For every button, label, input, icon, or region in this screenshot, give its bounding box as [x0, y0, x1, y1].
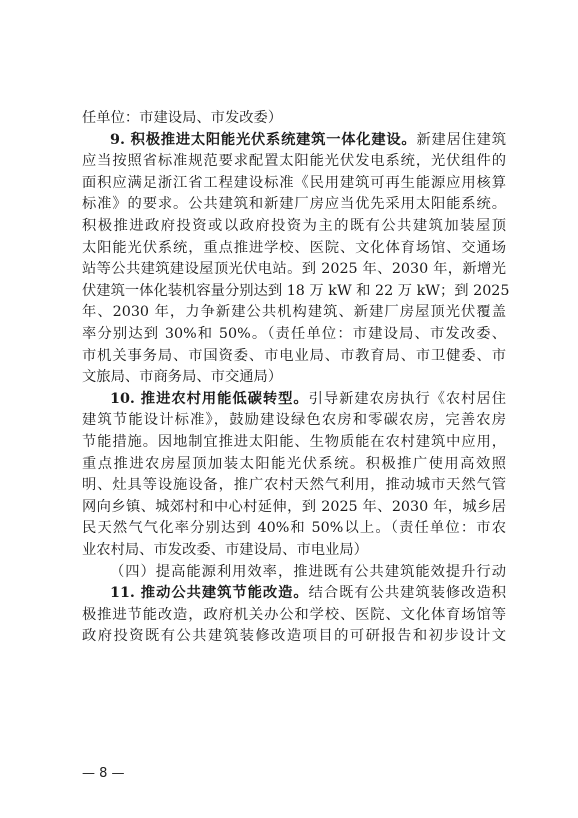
line-text: 应当按照省标准规范要求配置太阳能光伏发电系统，光伏组件的 — [82, 153, 506, 170]
line-text: 积极推进政府投资或以政府投资为主的既有公共建筑加装屋顶 — [82, 218, 506, 234]
body-text-line — [82, 541, 506, 559]
line-text: 引导新建农房执行《农村居住 — [308, 390, 506, 407]
body-text-line — [82, 347, 506, 365]
body-text-line — [82, 152, 506, 170]
line-text: 任单位：市建设局、市发改委） — [82, 110, 283, 126]
line-text: 民天然气气化率分别达到 40%和 50%以上。（责任单位：市农 — [82, 520, 506, 537]
line-text: 新建居住建筑 — [416, 131, 506, 148]
line-text: 政府投资既有公共建筑装修改造项目的可研报告和初步设计文 — [82, 628, 506, 645]
line-text: 明、灶具等设施设备，推广农村天然气利用，推动城市天然气管 — [82, 477, 506, 494]
page-number: — 8 — — [82, 766, 125, 781]
line-text: 面积应满足浙江省工程建设标准《民用建筑可再生能源应用核算 — [82, 174, 506, 191]
body-text-line — [82, 174, 506, 192]
line-text: 极推进节能改造，政府机关办公和学校、医院、文化体育场馆等 — [82, 606, 506, 623]
body-text-line — [82, 433, 506, 451]
line-text: 率分别达到 30%和 50%。（责任单位：市建设局、市发改委、 — [82, 326, 506, 342]
body-text-line — [82, 195, 506, 213]
line-text: 建筑节能设计标准》，鼓励建设绿色农房和零碳农房，完善农房 — [82, 412, 506, 429]
body-text-line — [82, 498, 506, 516]
body-text-line — [82, 217, 506, 235]
body-text-line — [82, 455, 506, 473]
clause-heading-line — [110, 584, 506, 602]
line-text: 业农村局、市发改委、市建设局、市电业局） — [82, 542, 368, 558]
body-text-line — [82, 476, 506, 494]
body-text-line — [82, 606, 506, 624]
section-heading — [110, 563, 506, 581]
line-text: 网向乡镇、城郊村和中心村延伸，到 2025 年、2030 年，城乡居 — [82, 498, 506, 515]
line-text: 站等公共建筑建设屋顶光伏电站。到 2025 年、2030 年，新增光 — [82, 261, 506, 278]
body-text-line — [82, 519, 506, 537]
body-text-line — [82, 411, 506, 429]
body-text-line — [82, 109, 506, 127]
body-text-line — [82, 627, 506, 645]
line-text: 节能措施。因地制宜推进太阳能、生物质能在农村建筑中应用， — [82, 434, 506, 450]
line-text: 市机关事务局、市国资委、市电业局、市教育局、市卫健委、市 — [82, 347, 506, 364]
line-text: 标准》的要求。公共建筑和新建厂房应当优先采用太阳能系统。 — [82, 196, 506, 213]
clause-heading-line — [110, 131, 506, 149]
line-text: 年、2030 年，力争新建公共机构建筑、新建厂房屋顶光伏覆盖 — [82, 304, 506, 321]
line-text: 结合既有公共建筑装修改造积 — [308, 585, 506, 602]
line-text: （四）提高能源利用效率，推进既有公共建筑能效提升行动 — [110, 563, 506, 580]
body-text-line — [82, 368, 506, 386]
line-text: 重点推进农房屋顶加装太阳能光伏系统。积极推广使用高效照 — [82, 455, 506, 472]
body-text-line — [82, 260, 506, 278]
line-text: 太阳能光伏系统，重点推进学校、医院、文化体育场馆、交通场 — [82, 239, 506, 256]
clause-heading-line — [110, 390, 506, 408]
body-text-line — [82, 282, 510, 300]
line-text: 伏建筑一体化装机容量分别达到 18 万 kW 和 22 万 kW；到 2025 — [82, 282, 510, 299]
line-text: 文旅局、市商务局、市交通局） — [82, 369, 283, 386]
clause-title: 10. 推进农村用能低碳转型。 — [110, 390, 309, 407]
body-text-line — [82, 303, 506, 321]
clause-title: 9. 积极推进太阳能光伏系统建筑一体化建设。 — [110, 131, 417, 148]
body-text-line — [82, 239, 506, 257]
body-text-line — [82, 325, 506, 343]
clause-title: 11. 推动公共建筑节能改造。 — [110, 585, 309, 602]
